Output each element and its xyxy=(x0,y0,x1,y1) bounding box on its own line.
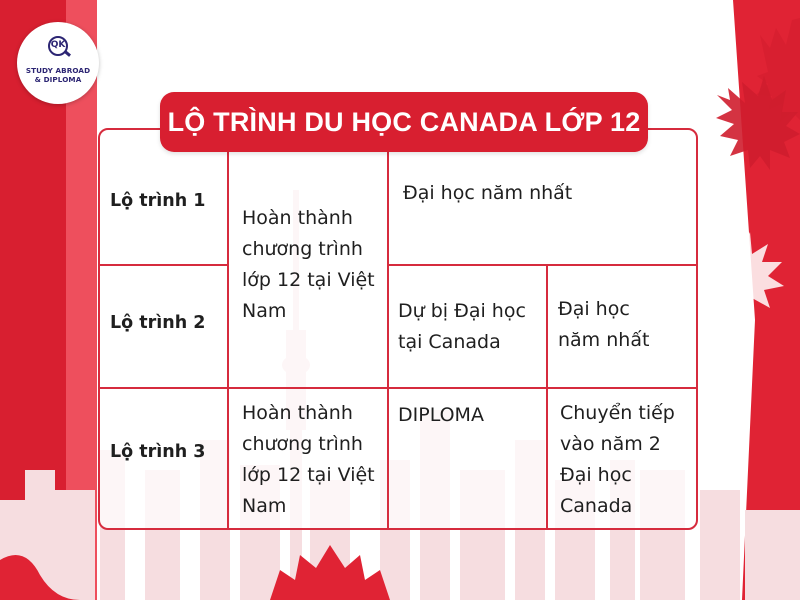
logo-mark-icon: QK xyxy=(48,36,68,56)
route-1-2-high-school: Hoàn thành chương trình lớp 12 tại Việt Nam xyxy=(242,207,375,322)
route-3-step-2: Chuyển tiếp vào năm 2 Đại học Canada xyxy=(560,402,675,517)
route-1-step-1: Đại học năm nhất xyxy=(403,182,573,204)
route-3-high-school: Hoàn thành chương trình lớp 12 tại Việt Nam xyxy=(242,402,375,517)
route-1-label: Lộ trình 1 xyxy=(110,191,206,211)
route-3-step-1: DIPLOMA xyxy=(398,404,484,426)
logo-line-2: & DIPLOMA xyxy=(34,75,82,84)
logo-line-1: STUDY ABROAD xyxy=(25,66,91,75)
route-2-label: Lộ trình 2 xyxy=(110,313,206,333)
route-3-label: Lộ trình 3 xyxy=(110,442,206,462)
page-title: LỘ TRÌNH DU HỌC CANADA LỚP 12 xyxy=(160,92,648,152)
route-2-step-1: Dự bị Đại học tại Canada xyxy=(398,300,526,353)
route-2-step-2: Đại học năm nhất xyxy=(558,298,650,351)
